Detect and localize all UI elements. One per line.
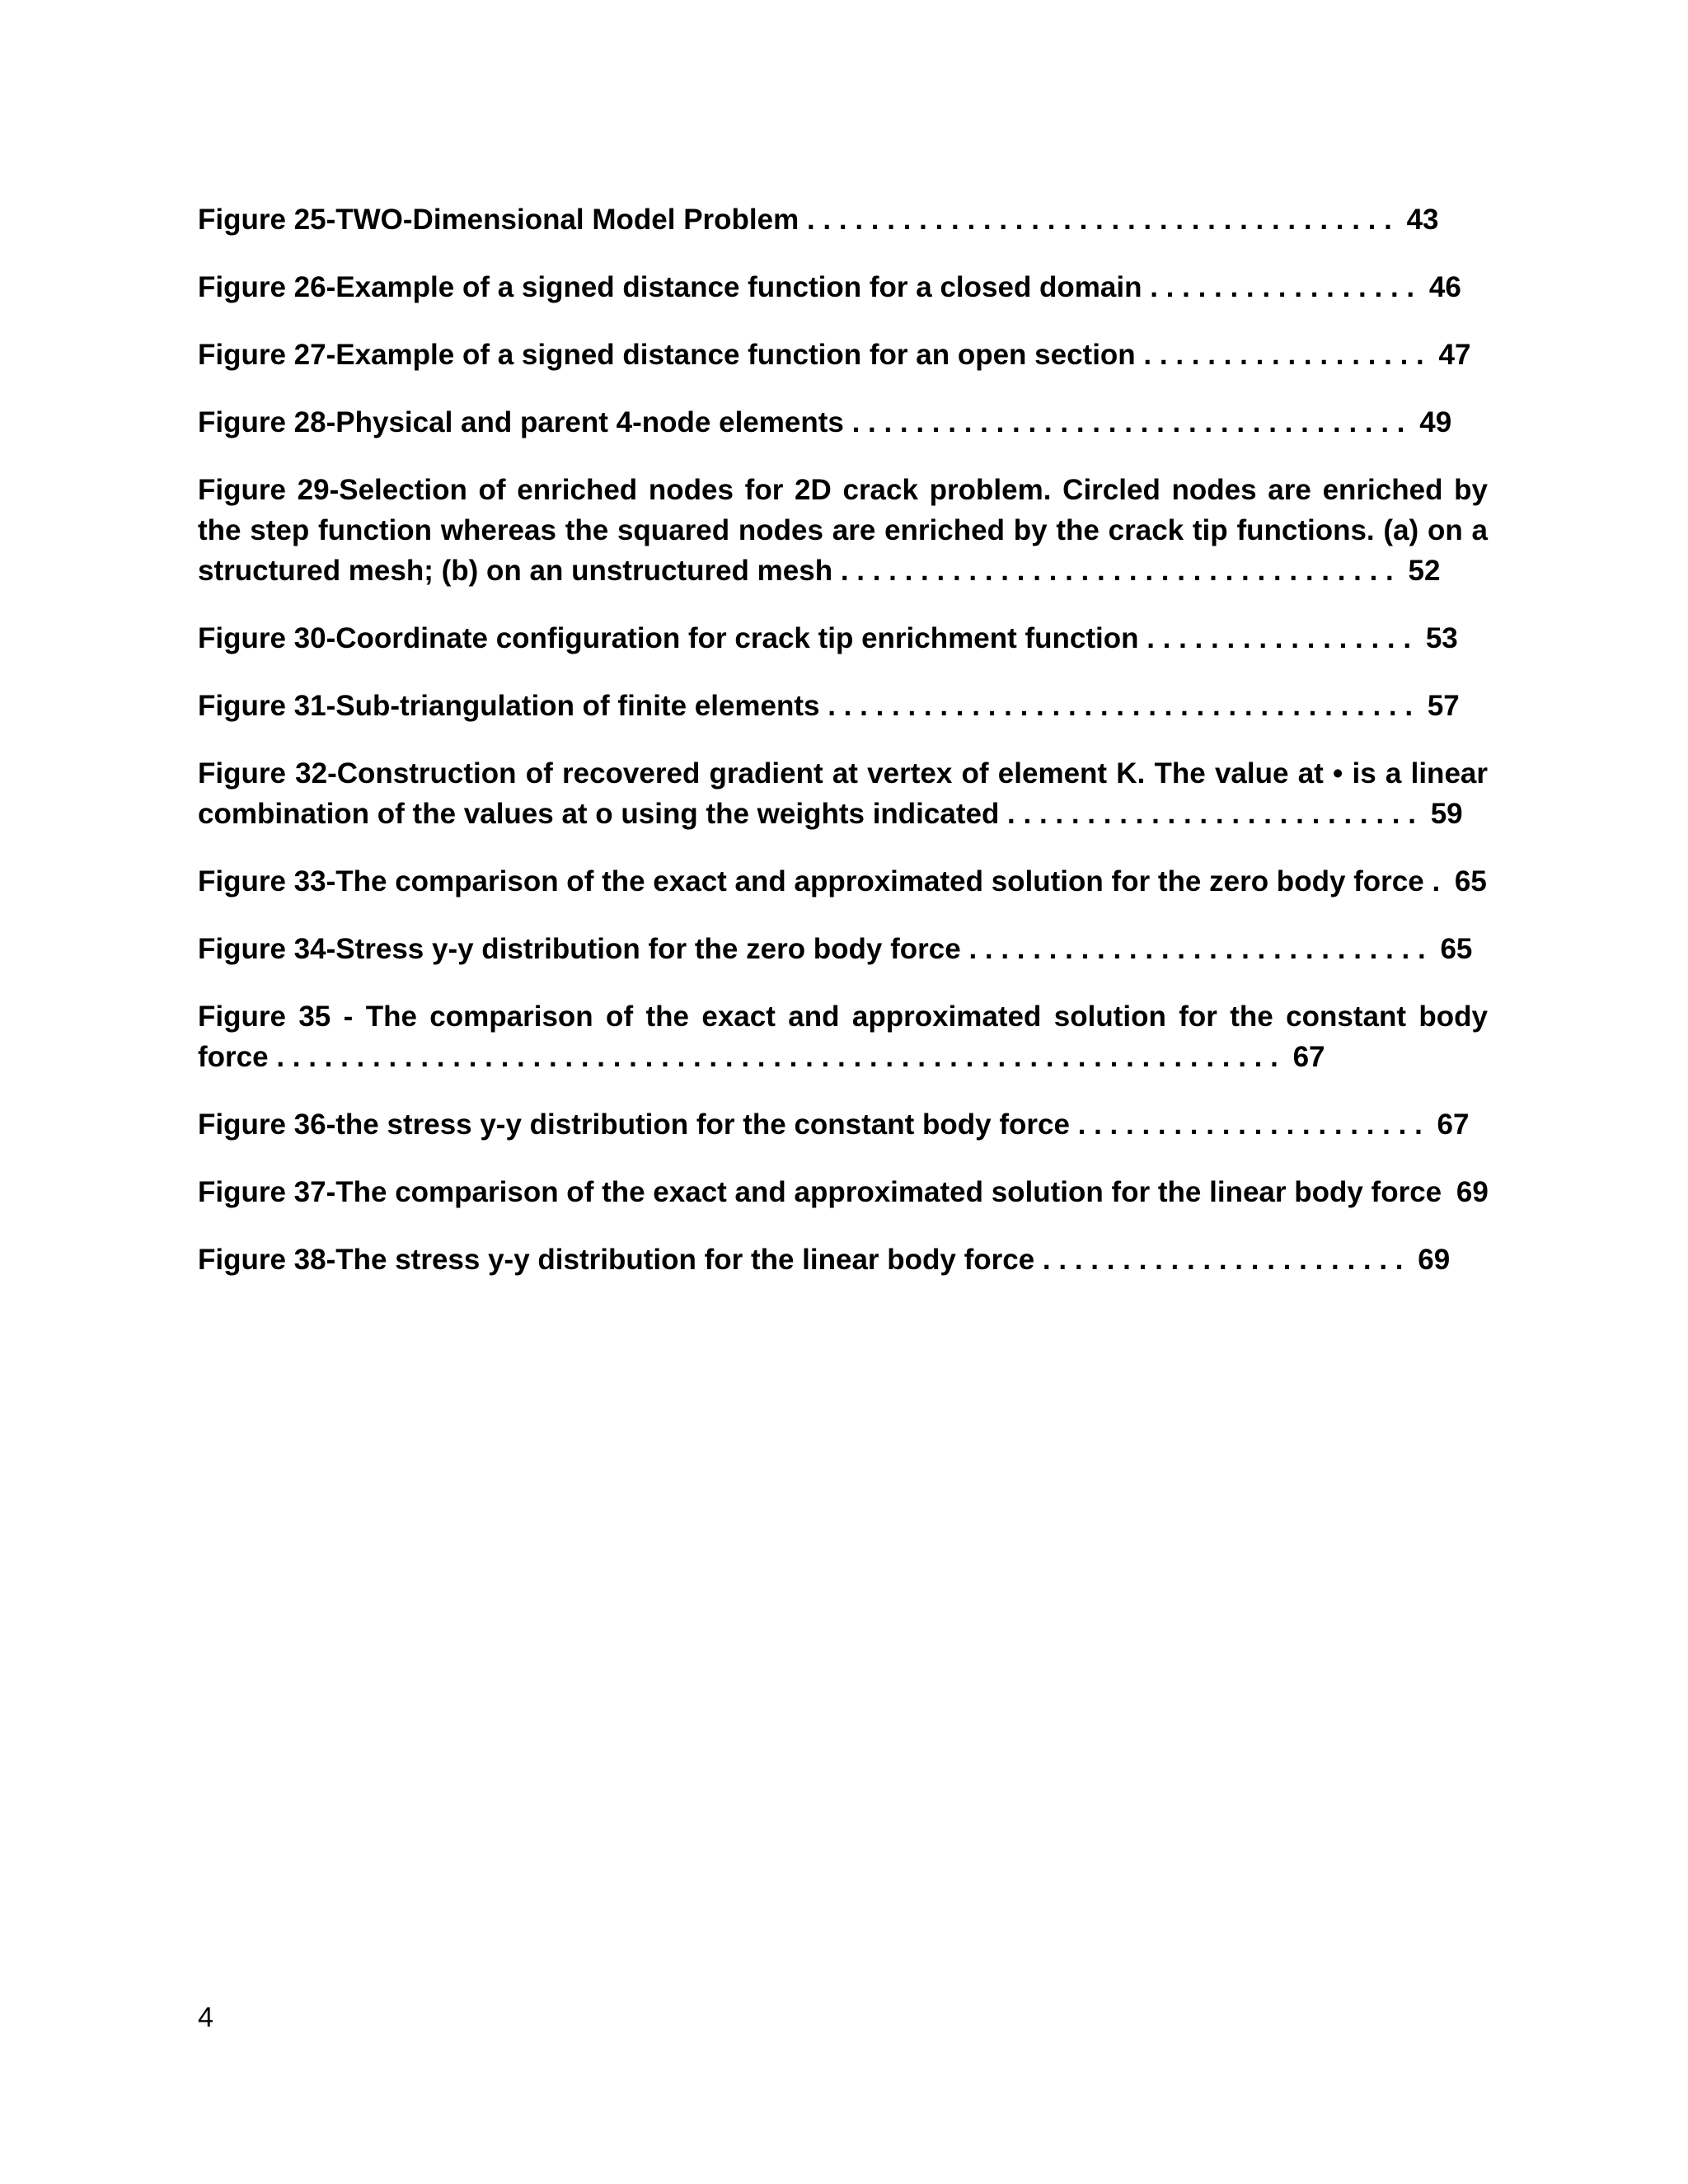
- dot-leader: . . . . . . . . . . . . . . . . . . . . . .: [1069, 1108, 1423, 1141]
- entry-title: Figure 36-the stress y-y distribution for the constant body force: [198, 1108, 1070, 1141]
- dot-leader: . . . . . . . . . . . . . . . . . . . . . . . . . .: [999, 798, 1416, 830]
- entry-title: Figure 38-The stress y-y distribution for the linear body force: [198, 1244, 1035, 1276]
- entry-page-number: 69: [1418, 1244, 1451, 1276]
- list-of-figures: [198, 199, 1488, 1307]
- entry-title: Figure 27-Example of a signed distance function for an open section: [198, 339, 1136, 371]
- dot-leader: . . . . . . . . . . . . . . . . . . . . . . . . . . . . . . . . . . . . .: [819, 690, 1414, 722]
- toc-entry-figure-31[interactable]: [198, 686, 1488, 726]
- toc-entry-figure-32[interactable]: [198, 753, 1488, 834]
- dot-leader: . . . . . . . . . . . . . . . . .: [1142, 271, 1423, 303]
- entry-title: Figure 26-Example of a signed distance function for a closed domain: [198, 271, 1142, 303]
- entry-title: Figure 28-Physical and parent 4-node elements: [198, 406, 844, 438]
- toc-entry-figure-38[interactable]: [198, 1240, 1488, 1280]
- toc-entry-figure-27[interactable]: [198, 335, 1488, 375]
- page-number: 4: [198, 2002, 213, 2033]
- dot-leader: . . . . . . . . . . . . . . . . . . . . . . . . . . . . . . . . . . .: [843, 406, 1405, 438]
- toc-entry-figure-29[interactable]: [198, 470, 1488, 591]
- toc-entry-figure-26[interactable]: [198, 267, 1488, 307]
- toc-entry-figure-37[interactable]: [198, 1172, 1488, 1212]
- entry-page-number: 47: [1438, 339, 1471, 371]
- entry-title: Figure 29-Selection of enriched nodes for 2D crack problem. Circled nodes are enriched by the step function whereas the squared nodes are enriched by the crack tip functions. (a) on a structured mesh; (b) on an unstructured mesh: [198, 474, 1488, 587]
- entry-title: Figure 34-Stress y-y distribution for the zero body force: [198, 933, 961, 965]
- entry-title: Figure 32-Construction of recovered gradient at vertex of element K. The value at • is a linear combination of the values at o using the weights indicated: [198, 757, 1488, 830]
- toc-entry-figure-33[interactable]: [198, 861, 1488, 902]
- toc-entry-figure-36[interactable]: [198, 1104, 1488, 1145]
- dot-leader: . . . . . . . . . . . . . . . . . . . . . . . . . . . . . . . . . . .: [832, 555, 1394, 587]
- entry-page-number: 65: [1440, 933, 1473, 965]
- entry-page-number: 59: [1430, 798, 1463, 830]
- entry-title: Figure 31-Sub-triangulation of finite elements: [198, 690, 820, 722]
- dot-leader: . . . . . . . . . . . . . . . . . . . . . . . . . . . . . . . . . . . . . . . . . . . . . . . . . . . . . . . . . . . . . . .: [268, 1041, 1287, 1073]
- entry-title: Figure 37-The comparison of the exact and approximated solution for the linear body force: [198, 1176, 1442, 1208]
- entry-page-number: 53: [1425, 622, 1458, 654]
- dot-leader: . . . . . . . . . . . . . . . . . .: [1135, 339, 1424, 371]
- entry-title: Figure 25-TWO-Dimensional Model Problem: [198, 204, 799, 236]
- toc-entry-figure-34[interactable]: [198, 929, 1488, 969]
- entry-page-number: 49: [1419, 406, 1452, 438]
- toc-entry-figure-35[interactable]: [198, 996, 1488, 1077]
- entry-page-number: 43: [1406, 204, 1439, 236]
- toc-entry-figure-25[interactable]: [198, 199, 1488, 240]
- entry-title: Figure 30-Coordinate configuration for crack tip enrichment function: [198, 622, 1139, 654]
- entry-page-number: 67: [1437, 1108, 1470, 1141]
- entry-page-number: 67: [1292, 1041, 1325, 1073]
- dot-leader: . . . . . . . . . . . . . . . . . . . . . . . . . . . . .: [960, 933, 1426, 965]
- entry-page-number: 69: [1456, 1176, 1489, 1208]
- entry-page-number: 52: [1408, 555, 1441, 587]
- dot-leader: . . . . . . . . . . . . . . . . . . . . . . .: [1034, 1244, 1412, 1276]
- dot-leader: . . . . . . . . . . . . . . . . .: [1138, 622, 1419, 654]
- entry-page-number: 46: [1428, 271, 1461, 303]
- entry-page-number: 65: [1454, 865, 1487, 898]
- dot-leader: .: [1423, 865, 1441, 898]
- toc-entry-figure-28[interactable]: [198, 402, 1488, 443]
- entry-title: Figure 33-The comparison of the exact and approximated solution for the zero body force: [198, 865, 1424, 898]
- entry-title: Figure 35 - The comparison of the exact and approximated solution for the constant body force: [198, 1001, 1488, 1073]
- entry-page-number: 57: [1427, 690, 1460, 722]
- dot-leader: . . . . . . . . . . . . . . . . . . . . . . . . . . . . . . . . . . . . .: [799, 204, 1392, 236]
- toc-entry-figure-30[interactable]: [198, 618, 1488, 658]
